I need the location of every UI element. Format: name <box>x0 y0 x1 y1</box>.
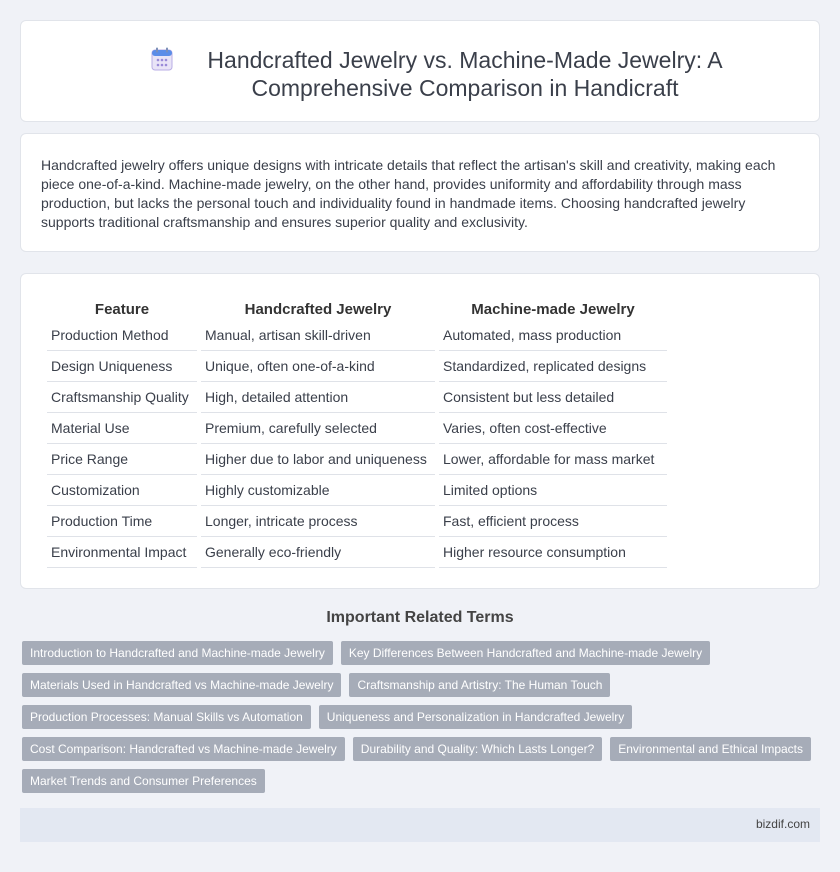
column-header-machine-made: Machine-made Jewelry <box>471 300 635 318</box>
table-cell-handcrafted: Premium, carefully selected <box>201 413 435 444</box>
table-cell-machine-made: Consistent but less detailed <box>439 382 667 413</box>
related-terms-list <box>22 641 822 793</box>
table-header-row <box>47 294 667 320</box>
table-cell-machine-made: Lower, affordable for mass market <box>439 444 667 475</box>
intro-card <box>20 133 820 252</box>
related-term-tag[interactable]: Craftsmanship and Artistry: The Human Touch <box>349 673 610 697</box>
table-row <box>47 444 667 475</box>
related-term-tag[interactable]: Uniqueness and Personalization in Handcrafted Jewelry <box>319 705 633 729</box>
intro-paragraph: Handcrafted jewelry offers unique designs with intricate details that reflect the artisan's skill and creativity, making each piece one-of-a-kind. Machine-made jewelry, on the other hand, provides uniformity and affordability through mass production, but lacks the personal touch and individuality found in handmade items. Choosing handcrafted jewelry supports traditional craftsmanship and ensures superior quality and exclusivity. <box>41 157 776 230</box>
related-term-tag[interactable]: Production Processes: Manual Skills vs Automation <box>22 705 311 729</box>
table-cell-feature: Production Method <box>47 320 197 351</box>
table-cell-feature: Environmental Impact <box>47 537 197 568</box>
table-cell-handcrafted: Generally eco-friendly <box>201 537 435 568</box>
table-cell-machine-made: Standardized, replicated designs <box>439 351 667 382</box>
table-cell-machine-made: Higher resource consumption <box>439 537 667 568</box>
table-cell-machine-made: Automated, mass production <box>439 320 667 351</box>
table-cell-feature: Production Time <box>47 506 197 537</box>
table-row <box>47 537 667 568</box>
column-header-handcrafted: Handcrafted Jewelry <box>244 300 392 318</box>
related-term-tag[interactable]: Materials Used in Handcrafted vs Machine-made Jewelry <box>22 673 341 697</box>
table-cell-handcrafted: Highly customizable <box>201 475 435 506</box>
table-cell-handcrafted: High, detailed attention <box>201 382 435 413</box>
footer <box>20 808 820 842</box>
table-cell-feature: Craftsmanship Quality <box>47 382 197 413</box>
table-cell-feature: Material Use <box>47 413 197 444</box>
related-term-tag[interactable]: Introduction to Handcrafted and Machine-made Jewelry <box>22 641 333 665</box>
related-terms-heading: Important Related Terms <box>326 609 514 626</box>
calendar-icon <box>151 47 173 71</box>
title-card <box>20 20 820 122</box>
related-term-tag[interactable]: Market Trends and Consumer Preferences <box>22 769 265 793</box>
page-title: Handcrafted Jewelry vs. Machine-Made Jewelry: A Comprehensive Comparison in Handicraft <box>207 47 723 101</box>
table-row <box>47 413 667 444</box>
table-cell-handcrafted: Manual, artisan skill-driven <box>201 320 435 351</box>
related-term-tag[interactable]: Durability and Quality: Which Lasts Longer? <box>353 737 602 761</box>
comparison-table-card <box>20 273 820 589</box>
table-cell-feature: Price Range <box>47 444 197 475</box>
table-row <box>47 506 667 537</box>
table-cell-handcrafted: Longer, intricate process <box>201 506 435 537</box>
table-cell-feature: Design Uniqueness <box>47 351 197 382</box>
table-cell-machine-made: Limited options <box>439 475 667 506</box>
table-row <box>47 382 667 413</box>
table-row <box>47 320 667 351</box>
table-cell-handcrafted: Unique, often one-of-a-kind <box>201 351 435 382</box>
table-cell-handcrafted: Higher due to labor and uniqueness <box>201 444 435 475</box>
site-link[interactable]: bizdif.com <box>755 817 810 831</box>
related-term-tag[interactable]: Key Differences Between Handcrafted and Machine-made Jewelry <box>341 641 710 665</box>
table-cell-machine-made: Fast, efficient process <box>439 506 667 537</box>
table-cell-feature: Customization <box>47 475 197 506</box>
comparison-table <box>43 294 671 568</box>
column-header-feature: Feature <box>94 300 150 318</box>
related-term-tag[interactable]: Cost Comparison: Handcrafted vs Machine-made Jewelry <box>22 737 345 761</box>
table-row <box>47 475 667 506</box>
table-row <box>47 351 667 382</box>
related-term-tag[interactable]: Environmental and Ethical Impacts <box>610 737 811 761</box>
table-cell-machine-made: Varies, often cost-effective <box>439 413 667 444</box>
